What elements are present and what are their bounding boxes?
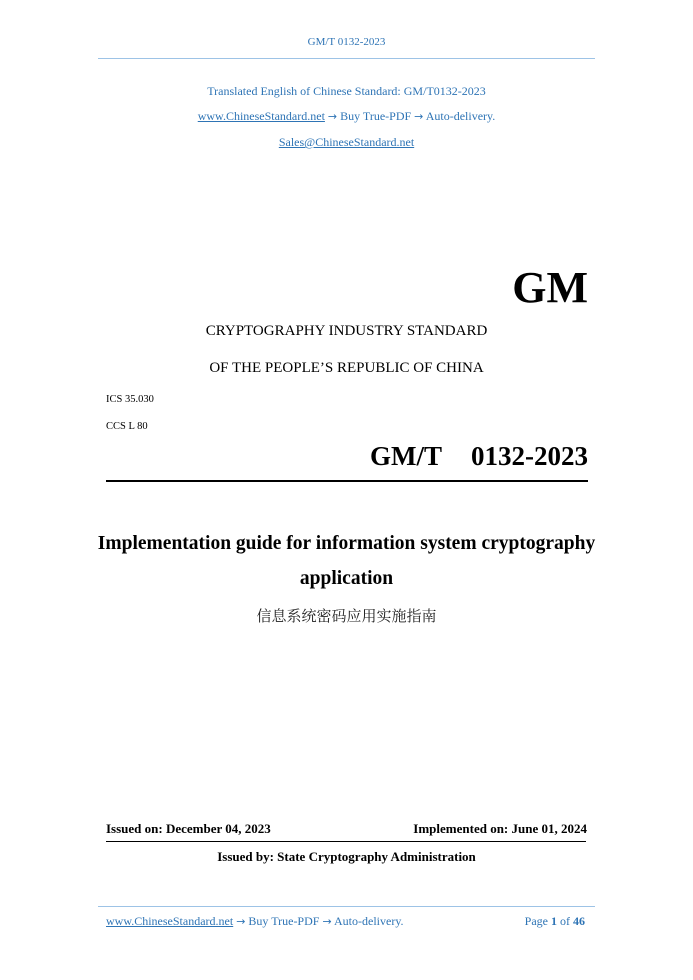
title-line-1: Implementation guide for information system cryptography xyxy=(97,533,596,554)
page-current: 1 xyxy=(551,914,557,928)
footer-promo xyxy=(106,914,404,929)
standard-code: GM/T 0132-2023 xyxy=(370,441,588,471)
arrow-right-icon: → xyxy=(414,110,424,123)
header-divider xyxy=(98,58,595,59)
industry-line-1: CRYPTOGRAPHY INDUSTRY STANDARD xyxy=(205,323,488,339)
page-total: 46 xyxy=(573,914,585,928)
issued-on: Issued on: December 04, 2023 xyxy=(106,821,271,836)
page-of: of xyxy=(560,914,570,928)
buy-true-pdf-text: Buy True-PDF xyxy=(340,109,412,123)
ccs-code: CCS L 80 xyxy=(106,421,148,432)
sales-email-row xyxy=(0,135,693,150)
translation-notice: Translated English of Chinese Standard: GM/T0132-2023 xyxy=(207,84,486,98)
page-indicator xyxy=(525,914,585,929)
sales-email-link[interactable]: Sales@ChineseStandard.net xyxy=(278,135,415,149)
issue-divider xyxy=(106,841,586,842)
footer-buy-text: Buy True-PDF xyxy=(248,914,320,928)
industry-line-2: OF THE PEOPLE’S REPUBLIC OF CHINA xyxy=(209,360,484,376)
arrow-right-icon: → xyxy=(322,915,332,928)
arrow-right-icon: → xyxy=(236,915,246,928)
page-label: Page xyxy=(524,914,548,928)
issued-by: Issued by: State Cryptography Administration xyxy=(217,849,476,864)
site-link[interactable]: www.ChineseStandard.net xyxy=(197,109,325,123)
auto-delivery-text: Auto-delivery. xyxy=(425,109,496,123)
footer-site-link[interactable]: www.ChineseStandard.net xyxy=(106,914,234,928)
footer-divider xyxy=(98,906,595,907)
title-chinese: 信息系统密码应用实施指南 xyxy=(256,607,437,625)
promo-links xyxy=(0,109,693,124)
title-divider xyxy=(106,480,588,482)
running-header: GM/T 0132-2023 xyxy=(307,36,386,48)
ics-code: ICS 35.030 xyxy=(106,394,154,405)
implemented-on: Implemented on: June 01, 2024 xyxy=(413,821,587,836)
arrow-right-icon: → xyxy=(327,110,338,123)
title-line-2: application xyxy=(299,568,394,589)
footer-delivery-text: Auto-delivery. xyxy=(334,914,404,928)
gm-mark: GM xyxy=(512,263,588,312)
